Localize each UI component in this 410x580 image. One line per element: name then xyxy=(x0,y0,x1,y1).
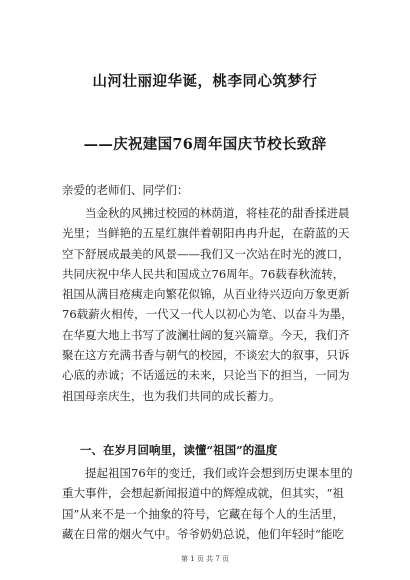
paragraph-2 xyxy=(62,463,354,544)
paragraph-line: 聚在这方充满书香与朝气的校园，不谈宏大的叙事，只诉 xyxy=(62,348,350,363)
paragraph-line: 提起祖国76年的变迁，我们或许会想到历史课本里的 xyxy=(85,466,353,480)
paragraph-line: 祖国母亲庆生，也为我们共同的成长蓄力。 xyxy=(62,388,281,403)
paragraph-line: 当金秋的风拂过校园的林荫道，将桂花的甜香揉进晨 xyxy=(85,206,350,220)
salutation: 亲爱的老师们、同学们： xyxy=(62,183,189,197)
paragraph-line: 心底的赤诚；不话遥远的未来，只论当下的担当，一同为 xyxy=(62,368,350,383)
paragraph-line: 76载薪火相传，一代又一代人以初心为笔、以奋斗为墨， xyxy=(62,307,353,322)
paragraph-line: 在华夏大地上书写了波澜壮阔的复兴篇章。今天，我们齐 xyxy=(62,327,350,342)
paragraph-line: 藏在日常的烟火气中。爷爷奶奶总说，他们年轻时“能吃 xyxy=(62,526,344,541)
paragraph-line: 空下舒展成最美的风景——我们又一次站在时光的渡口， xyxy=(62,246,350,261)
section-heading: 一、在岁月回响里，读懂“祖国”的温度 xyxy=(80,443,278,457)
paragraph-1 xyxy=(62,203,354,406)
paragraph-line: 重大事件，会想起新闻报道中的辉煌成就，但其实，“祖 xyxy=(62,486,344,501)
paragraph-line: 光里；当鲜艳的五星红旗伴着朝阳冉冉升起，在蔚蓝的天 xyxy=(62,226,350,241)
paragraph-line: 国”从来不是一个抽象的符号，它藏在每个人的生活里， xyxy=(62,506,344,521)
page-footer: 第 1 页 共 7 页 xyxy=(180,555,230,563)
document-subtitle: ——庆祝建国76周年国庆节校长致辞 xyxy=(83,136,327,153)
paragraph-line: 祖国从满目疮痍走向繁花似锦，从百业待兴迈向万象更新 xyxy=(62,287,350,302)
paragraph-line: 共同庆祝中华人民共和国成立76周年。76载春秋流转， xyxy=(62,266,345,281)
document-title: 山河壮丽迎华诞，桃李同心筑梦行 xyxy=(92,73,318,90)
